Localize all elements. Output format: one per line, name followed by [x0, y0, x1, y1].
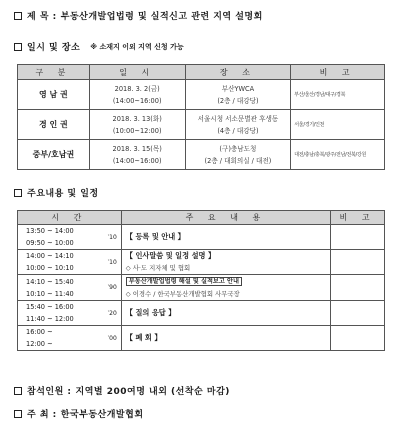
- content-cell: 【 폐 회 】: [121, 326, 330, 351]
- table-row: [18, 301, 385, 326]
- schedule-section-title: 일시 및 장소: [27, 43, 81, 53]
- content-cell: 【 등록 및 안내 】: [121, 225, 330, 250]
- subject-label: 제 목 :: [27, 12, 57, 22]
- square-bullet-icon: [14, 410, 22, 418]
- column-header: 비 고: [331, 211, 385, 225]
- subject-line: [14, 9, 263, 22]
- schedule-table-header: [18, 65, 385, 80]
- duration-cell: ‵10: [93, 250, 121, 275]
- remark-cell: [331, 250, 385, 275]
- table-row: [18, 250, 385, 275]
- boxed-title: 부동산개발업법령 해설 및 실적보고 안내: [126, 277, 242, 286]
- column-header: 비 고: [291, 65, 385, 80]
- region-cell: 경 인 권: [18, 110, 90, 140]
- attendees-label: 참석인원 :: [27, 387, 72, 397]
- square-bullet-icon: [14, 43, 22, 51]
- time-cell: 13:50 ~ 14:00 09:50 ~ 10:00: [18, 225, 94, 250]
- duration-cell: ‵00: [93, 326, 121, 351]
- region-cell: 중부/호남권: [18, 140, 90, 170]
- remark-cell: [331, 275, 385, 301]
- column-header: 시 간: [18, 211, 122, 225]
- place-cell: 부산YWCA (2층 / 대강당): [185, 80, 291, 110]
- content-cell: 【 인사말씀 및 일정 설명 】 ◇ 사·도 지자체 및 협회: [121, 250, 330, 275]
- host-value: 한국부동산개발협회: [60, 410, 144, 420]
- attendees-line: [14, 384, 230, 397]
- duration-cell: ‵90: [93, 275, 121, 301]
- square-bullet-icon: [14, 12, 22, 20]
- duration-cell: ‵10: [93, 225, 121, 250]
- table-row: [18, 80, 385, 110]
- subject-value: 부동산개발업법령 및 실적신고 관련 지역 설명회: [60, 12, 263, 22]
- schedule-section-heading: [14, 40, 184, 53]
- duration-cell: ‵20: [93, 301, 121, 326]
- program-table-header: [18, 211, 385, 225]
- column-header: 장 소: [185, 65, 291, 80]
- host-label: 주 최 :: [27, 410, 57, 420]
- time-cell: 14:00 ~ 14:10 10:00 ~ 10:10: [18, 250, 94, 275]
- datetime-cell: 2018. 3. 13(화) (10:00~12:00): [89, 110, 185, 140]
- remark-cell: [331, 225, 385, 250]
- content-cell: 【 질의 응답 】: [121, 301, 330, 326]
- host-line: [14, 407, 144, 420]
- table-row: [18, 225, 385, 250]
- region-cell: 영 남 권: [18, 80, 90, 110]
- note-cell: 부산/울산/경남/대구/경북: [291, 80, 385, 110]
- place-cell: (구)충남도청 (2층 / 대회의실 / 대전): [185, 140, 291, 170]
- note-cell: 대전/충남/충북/광주/전남/전북/강원: [291, 140, 385, 170]
- column-header: 주 요 내 용: [121, 211, 330, 225]
- time-cell: 15:40 ~ 16:00 11:40 ~ 12:00: [18, 301, 94, 326]
- place-cell: 서울시청 서소문별관 후생동 (4층 / 대강당): [185, 110, 291, 140]
- square-bullet-icon: [14, 189, 22, 197]
- remark-cell: [331, 301, 385, 326]
- column-header: 구 분: [18, 65, 90, 80]
- table-row: [18, 326, 385, 351]
- table-row: [18, 110, 385, 140]
- schedule-note: ※ 소재지 이외 지역 신청 가능: [90, 42, 184, 51]
- datetime-cell: 2018. 3. 2(금) (14:00~16:00): [89, 80, 185, 110]
- square-bullet-icon: [14, 387, 22, 395]
- attendees-value: 지역별 200여명 내외 (선착순 마감): [75, 387, 230, 397]
- time-cell: 14:10 ~ 15:40 10:10 ~ 11:40: [18, 275, 94, 301]
- content-cell: 부동산개발업법령 해설 및 실적보고 안내 ◇ 이경수 / 한국부동산개발협회 사무국장: [121, 275, 330, 301]
- remark-cell: [331, 326, 385, 351]
- table-row: [18, 140, 385, 170]
- column-header: 일 시: [89, 65, 185, 80]
- program-table: [17, 210, 385, 351]
- datetime-cell: 2018. 3. 15(목) (14:00~16:00): [89, 140, 185, 170]
- time-cell: 16:00 ~ 12:00 ~: [18, 326, 94, 351]
- table-row: [18, 275, 385, 301]
- program-section-title: 주요내용 및 일정: [27, 189, 99, 199]
- program-section-heading: [14, 186, 99, 199]
- schedule-table: [17, 64, 385, 170]
- note-cell: 서울/경기/인천: [291, 110, 385, 140]
